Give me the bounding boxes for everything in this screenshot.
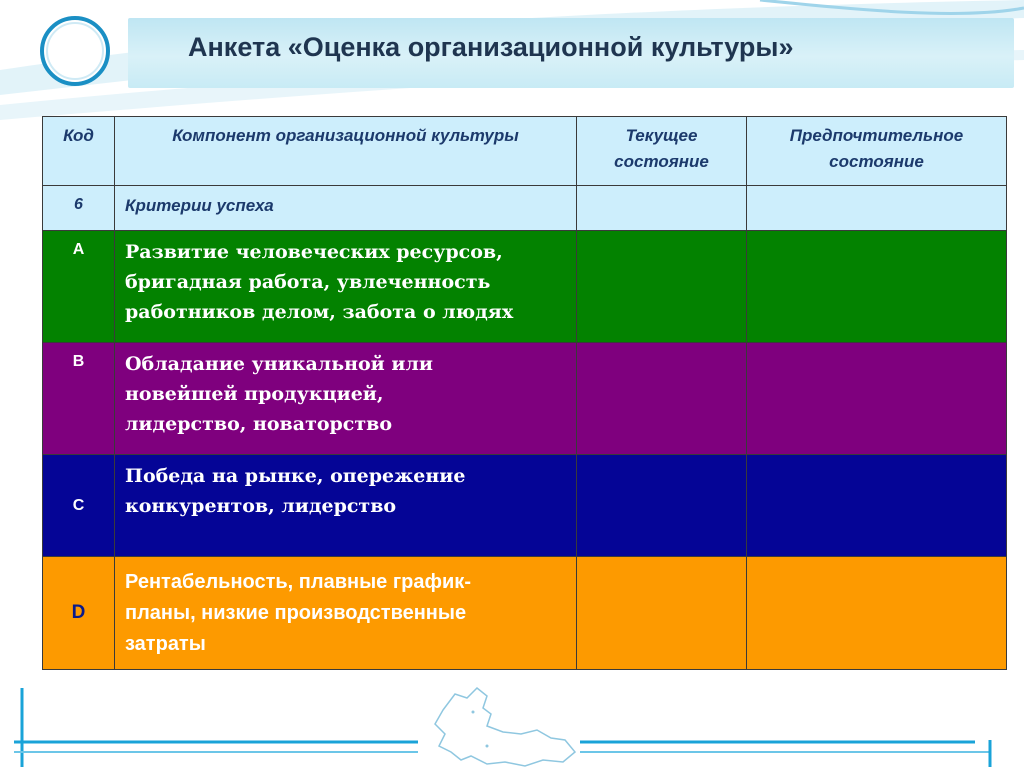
header-preferred: Предпочтительное состояние [789, 126, 964, 171]
row-text: Победа на рынке, опережение конкурентов, лидерство [125, 465, 466, 517]
section-code: 6 [74, 196, 83, 213]
row-text-cell [115, 455, 577, 557]
section-component: Критерии успеха [125, 196, 274, 215]
table-row [43, 343, 1007, 455]
header-code-cell [43, 117, 115, 186]
header-component: Компонент организационной культуры [172, 126, 519, 145]
table-row [43, 557, 1007, 670]
section-current-input[interactable] [577, 186, 747, 231]
table-row [43, 231, 1007, 343]
section-preferred-input[interactable] [747, 186, 1007, 231]
row-code: A [43, 231, 115, 343]
preferred-state-input[interactable] [747, 557, 1007, 670]
circle-ring-icon [38, 14, 112, 88]
row-text-cell [115, 343, 577, 455]
section-row [43, 186, 1007, 231]
header-row [43, 117, 1007, 186]
region-map-icon [425, 682, 585, 767]
header-current: Текущее состояние [614, 126, 709, 171]
current-state-input[interactable] [577, 557, 747, 670]
preferred-state-input[interactable] [747, 343, 1007, 455]
preferred-state-input[interactable] [747, 455, 1007, 557]
row-text: Развитие человеческих ресурсов, бригадная работа, увлеченность работников делом, забота о людях [125, 241, 514, 323]
section-code-cell [43, 186, 115, 231]
section-component-cell [115, 186, 577, 231]
row-text: Обладание уникальной или новейшей продукцией, лидерство, новаторство [125, 353, 433, 435]
row-code: D [43, 557, 115, 670]
header-code: Код [63, 126, 94, 145]
current-state-input[interactable] [577, 455, 747, 557]
table-row [43, 455, 1007, 557]
row-text: Рентабельность, плавные график-планы, низкие производственные затраты [125, 571, 471, 655]
preferred-state-input[interactable] [747, 231, 1007, 343]
survey-table [42, 116, 1007, 670]
current-state-input[interactable] [577, 343, 747, 455]
row-code: C [43, 455, 115, 557]
header-component-cell [115, 117, 577, 186]
header-preferred-cell [747, 117, 1007, 186]
row-text-cell [115, 231, 577, 343]
current-state-input[interactable] [577, 231, 747, 343]
row-code: B [43, 343, 115, 455]
header-current-cell [577, 117, 747, 186]
row-text-cell [115, 557, 577, 670]
page-title: Анкета «Оценка организационной культуры» [188, 32, 794, 62]
